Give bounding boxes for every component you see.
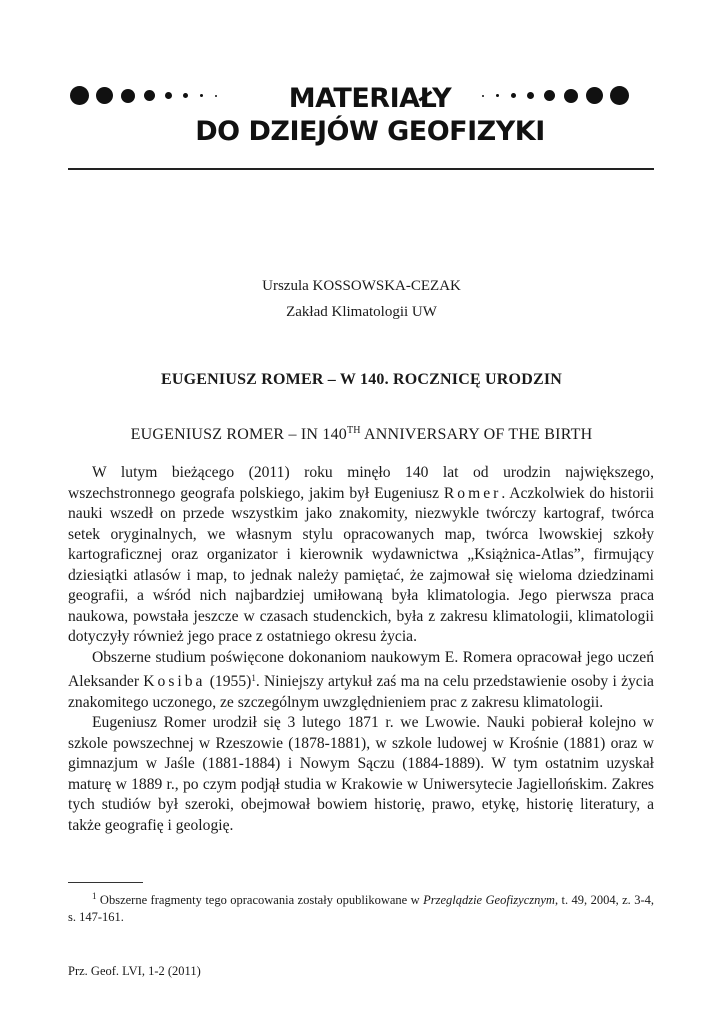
paragraph-1: [68, 463, 654, 648]
header-rule: [68, 168, 654, 170]
title-en-superscript: TH: [347, 425, 361, 436]
footnote-journal: Przeglądzie Geofizycznym: [423, 893, 555, 907]
p2-text-b: (1955): [205, 673, 252, 690]
title-en-before: EUGENIUSZ ROMER – IN 140: [130, 426, 347, 443]
p2-text-c: . Niniejszy artykuł zaś ma na celu przedstawienie osoby i życia znakomitego uczonego, ze szczególnym uwzględnieniem prac z zakresu klimatologii.: [68, 673, 654, 711]
p1-name: Romer: [443, 484, 502, 502]
paper-title-polish: EUGENIUSZ ROMER – W 140. ROCZNICĘ URODZIN: [161, 371, 562, 388]
section-title-line1: MATERIAŁY: [288, 83, 452, 114]
footnote-text-a: Obszerne fragmenty tego opracowania zostały opublikowane w: [96, 893, 424, 907]
footnote-mark: 1: [92, 891, 97, 901]
footnote-rule: [68, 882, 143, 883]
paper-title-english: [0, 425, 723, 444]
decorative-dots-right: [482, 86, 629, 105]
title-en-after: ANNIVERSARY OF THE BIRTH: [360, 426, 593, 443]
footnote: [68, 888, 654, 926]
p1-text-b: . Aczkolwiek do historii nauki wszedł on przede wszystkim jako znakomity, niezwykle twórczy kartograf, twórca setek oryginalnych, we własnym stylu opracowanych map, twórca lwowskiej szkoły kartograficznej oraz organizator i kierownik wydawnictwa „Książnica-Atlas”, firmujący dziesiątki atlasów i map, to jednak należy pamiętać, że zajmował się wieloma dziedzinami geografii, a wśród nich najbardziej umiłowaną była klimatologia. Jego pierwsza praca naukowa, powstała jeszcze w czasach studenckich, była z zakresu klimatologii, klimatologii dotyczyły również jego prace z ostatniego okresu życia.: [68, 484, 654, 645]
paragraph-3: Eugeniusz Romer urodził się 3 lutego 1871 r. we Lwowie. Nauki pobierał kolejno w szkole powszechnej w Rzeszowie (1878-1881), w szkole ludowej w Krośnie (1881) oraz w gimnazjum w Jaśle (1881-1884) i Nowym Sączu (1884-1889). W tym ostatnim uzyskał maturę w 1889 r., po czym podjął studia w Krakowie w Uniwersytecie Jagiellońskim. Zakres tych studiów był szeroki, obejmował bowiem historię, prawo, etykę, historię literatury, a także geografię i geologię.: [68, 714, 654, 834]
paragraph-2: [68, 648, 654, 714]
section-title-line2: DO DZIEJÓW GEOFIZYKI: [195, 116, 545, 147]
author-name: Urszula KOSSOWSKA-CEZAK: [262, 278, 461, 294]
author-affiliation: Zakład Klimatologii UW: [286, 304, 437, 320]
journal-reference: Prz. Geof. LVI, 1-2 (2011): [68, 964, 201, 978]
p2-name: Kosiba: [143, 673, 206, 690]
section-header: [0, 78, 723, 158]
footnote-text-b: , t. 49, 2004, z. 3-4, s. 147-161.: [68, 893, 654, 924]
footnote-ref[interactable]: 1: [251, 673, 256, 683]
p2-text-a: Obszerne studium poświęcone dokonaniom naukowym E. Romera opracował jego uczeń Aleksander: [68, 648, 654, 690]
article-body: [68, 463, 654, 836]
p1-text-a: W lutym bieżącego (2011) roku minęło 140 lat od urodzin największego, wszechstronnego geografa polskiego, jakim był Eugeniusz: [68, 464, 654, 502]
